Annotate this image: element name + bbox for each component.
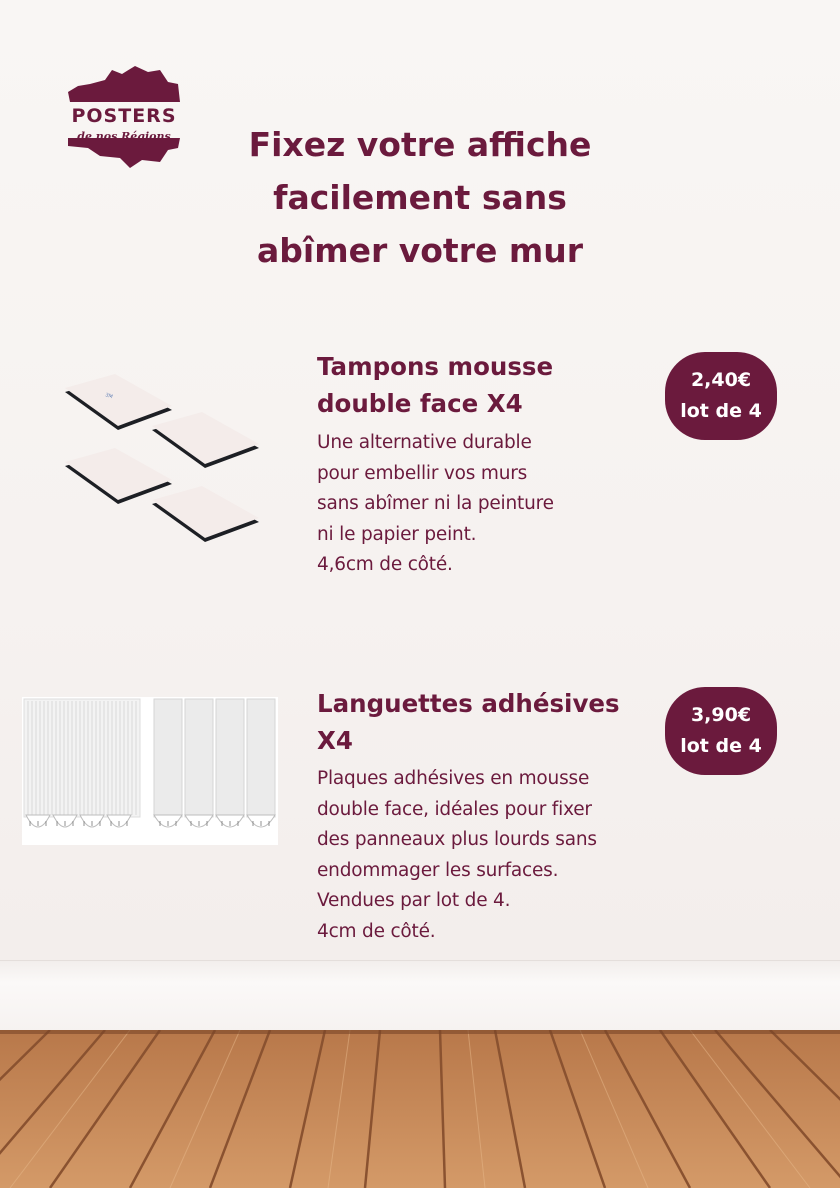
page-title-line: facilement sans — [273, 178, 567, 217]
product-description — [317, 764, 597, 947]
quantity: lot de 4 — [680, 400, 762, 422]
svg-text:3M: 3M — [104, 392, 114, 401]
product-description — [317, 428, 554, 581]
page-title — [210, 118, 630, 277]
page-title-line: Fixez votre affiche — [248, 125, 592, 164]
description-line: Une alternative durable — [317, 432, 532, 453]
foam-pads-icon — [60, 370, 270, 550]
price-badge — [665, 352, 777, 440]
product-title — [317, 685, 620, 759]
page-title-line: abîmer votre mur — [257, 231, 583, 270]
description-line: 4cm de côté. — [317, 920, 436, 942]
brand-name-secondary: de nos Régions — [77, 130, 171, 143]
description-line: Vendues par lot de 4. — [317, 890, 511, 911]
product-title-line: Tampons mousse — [317, 352, 554, 381]
product-title — [317, 348, 553, 422]
description-line: Plaques adhésives en mousse — [317, 768, 590, 789]
brand-name-primary: POSTERS — [71, 105, 177, 127]
description-line: pour embellir vos murs — [317, 462, 528, 484]
description-line: des panneaux plus lourds sans — [317, 829, 597, 850]
description-line: endommager les surfaces. — [317, 859, 559, 881]
adhesive-strips-icon — [22, 697, 278, 845]
product-title-line: Languettes adhésives — [317, 689, 620, 718]
product-title-line: X4 — [317, 726, 353, 755]
quantity: lot de 4 — [680, 735, 762, 757]
price: 3,90€ — [690, 704, 752, 726]
product-title-line: double face X4 — [317, 389, 523, 418]
description-line: double face, idéales pour fixer — [317, 798, 592, 820]
description-line: ni le papier peint. — [317, 523, 477, 545]
brand-logo — [60, 62, 190, 172]
description-line: sans abîmer ni la peinture — [317, 493, 554, 514]
baseboard — [0, 960, 840, 1033]
wood-floor — [0, 1030, 840, 1188]
description-line: 4,6cm de côté. — [317, 554, 453, 575]
price: 2,40€ — [690, 369, 752, 391]
price-badge — [665, 687, 777, 775]
